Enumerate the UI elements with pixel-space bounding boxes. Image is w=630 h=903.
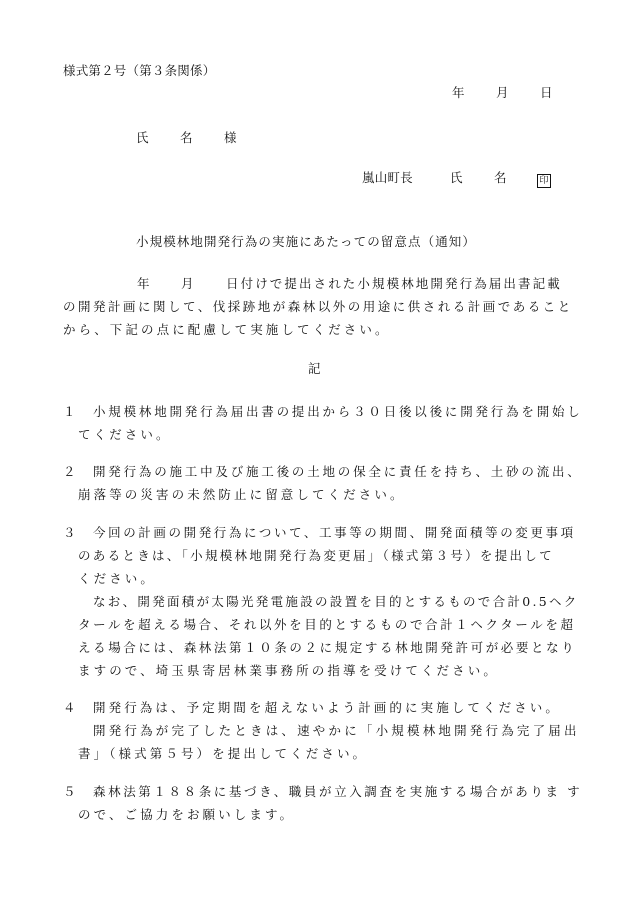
item-number: １ xyxy=(63,404,76,419)
form-label: 様式第２号（第３条関係） xyxy=(63,63,216,78)
item-2-line-2: 崩落等の災害の未然防止に留意してください。 xyxy=(78,487,406,502)
sender-given: 名 xyxy=(494,170,507,185)
notice-title: 小規模林地開発行為の実施にあたっての留意点（通知） xyxy=(136,234,477,249)
item-3-line-1: 今回の計画の開発行為について、工事等の期間、開発面積等の変更事項 xyxy=(93,525,576,540)
item-3-line-3: ください。 xyxy=(78,571,157,586)
item-number: ５ xyxy=(63,784,76,799)
item-number: ４ xyxy=(63,700,76,715)
item-4-line-2: 開発行為が完了したときは、速やかに「小規模林地開発行為完了届出 xyxy=(93,723,580,738)
intro-month: 月 xyxy=(181,276,194,291)
intro-line-1: 日付けで提出された小規模林地開発行為届出書記載 xyxy=(226,276,562,291)
item-2-line-1: 開発行為の施工中及び施工後の土地の保全に責任を持ち、土砂の流出、 xyxy=(93,464,583,479)
item-5-line-2: ので、ご協力をお願いします。 xyxy=(78,807,296,822)
seal-stamp: 印 xyxy=(537,174,551,188)
item-1-line-1: 小規模林地開発行為届出書の提出から３０日後以後に開発行為を開始し xyxy=(93,404,583,419)
addressee-family: 氏 xyxy=(136,130,149,145)
item-4-line-1: 開発行為は、予定期間を超えないよう計画的に実施してください。 xyxy=(93,700,562,715)
item-3-line-5: タールを超える場合、それ以外を目的とするもので合計１ヘクタールを超 xyxy=(78,617,576,632)
sender-title: 嵐山町長 xyxy=(362,170,413,185)
item-3-line-4: なお、開発面積が太陽光発電施設の設置を目的とするもので合計0.5ヘク xyxy=(93,594,579,609)
item-3-line-7: ますので、埼玉県寄居林業事務所の指導を受けてください。 xyxy=(78,663,499,678)
date-year: 年 xyxy=(452,85,465,100)
intro-line-2: の開発計画に関して、伐採跡地が森林以外の用途に供される計画であること xyxy=(63,299,573,314)
item-4-line-3: 書」（様式第５号）を提出してください。 xyxy=(78,746,369,761)
sender-family: 氏 xyxy=(450,170,463,185)
intro-year: 年 xyxy=(137,276,150,291)
date-day: 日 xyxy=(540,85,553,100)
item-number: ３ xyxy=(63,525,76,540)
addressee-given: 名 xyxy=(180,130,193,145)
item-5-line-1: 森林法第１８８条に基づき、職員が立入調査を実施する場合がありま す xyxy=(93,784,583,799)
seal-mark xyxy=(537,172,551,188)
item-1-line-2: てください。 xyxy=(78,427,172,442)
date-month: 月 xyxy=(496,85,509,100)
item-3-line-6: える場合には、森林法第１０条の２に規定する林地開発許可が必要となり xyxy=(78,640,577,655)
intro-line-3: から、下記の点に配慮して実施してください。 xyxy=(63,322,391,337)
item-3-line-2: のあるときは、「小規模林地開発行為変更届」（様式第３号）を提出して xyxy=(78,548,554,563)
ki-heading: 記 xyxy=(308,361,321,376)
addressee-honorific: 様 xyxy=(224,130,237,145)
item-number: ２ xyxy=(63,464,76,479)
